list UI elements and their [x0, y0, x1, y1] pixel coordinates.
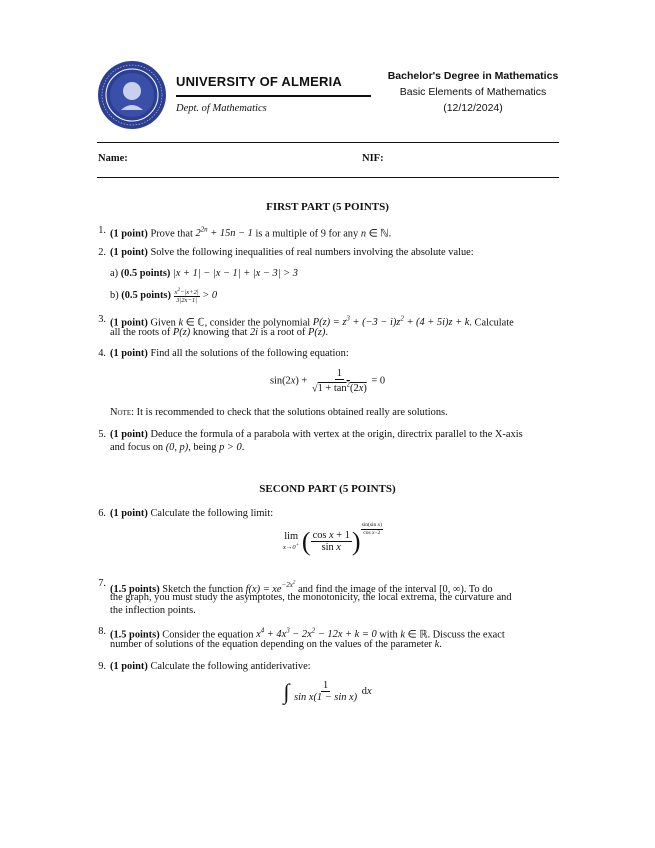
question-number: 5. [98, 429, 106, 440]
university-name: UNIVERSITY OF ALMERIA [176, 74, 342, 89]
question-number: 9. [98, 661, 106, 672]
question-points: (1 point) [110, 228, 148, 240]
math-expression: |x + 1| − |x − 1| + |x − 3| > 3 [172, 268, 298, 279]
name-box-top-rule [97, 142, 559, 143]
math-expression: $f(x) = xe^{-2x^2}$ [245, 581, 296, 595]
nif-label: NIF: [362, 153, 384, 164]
question-number: 7. [98, 578, 106, 589]
question-points: (1 point) [110, 661, 148, 672]
display-integral: ∫ $\frac{1}{\text{sin x(1 − sin x)}}$ dx [283, 679, 372, 704]
display-limit: lim x→0+ ( $\frac{\text{cos x + 1}}{\text{sin x}}$ ) $\frac{\text{sin(sin x)}}{\text{cos x−2}}$ [283, 522, 382, 556]
degree-title: Bachelor's Degree in Mathematics [387, 70, 559, 82]
question-number: 6. [98, 508, 106, 519]
question-number: 2. [98, 247, 106, 258]
math-expression: $x^4 + 4x^3 - 2x^2 - 12x + k = 0$ [256, 627, 377, 641]
question-number: 8. [98, 626, 106, 637]
name-label: Name: [98, 153, 128, 164]
question-points: (1.5 points) [110, 583, 160, 595]
math-fraction: $\frac{x^2-|x+2|}{3|2x-1|}$ [174, 287, 199, 305]
header-rule [176, 95, 371, 97]
math-expression: n [360, 228, 367, 240]
math-expression: $P(z) = z^3 + (-3 - i)z^2 + (4 + 5i)z + k$ [312, 315, 470, 329]
university-seal [97, 60, 167, 130]
subquestion-a: a) (0.5 points) |x + 1| − |x − 1| + |x − 3| > 3 [110, 268, 298, 279]
math-expression: $2^{2n} + 15n - 1$ [195, 226, 253, 240]
exam-date: (12/12/2024) [443, 102, 503, 114]
question-points: (1 point) [110, 348, 148, 359]
question-points: (1 point) [110, 508, 148, 519]
question-number: 1. [98, 225, 106, 236]
first-part-title: FIRST PART (5 POINTS) [266, 201, 389, 213]
name-box-bottom-rule [97, 177, 559, 178]
department-name: Dept. of Mathematics [176, 103, 267, 114]
question-points: (1 point) [110, 317, 148, 329]
question-points: (1 point) [110, 429, 148, 440]
subquestion-b: b) (0.5 points) $\frac{x^2-|x+2|}{3|2x-1|}$ > 0 [110, 287, 218, 305]
note: Note: It is recommended to check that the solutions obtained really are solutions. [110, 407, 448, 418]
question-number: 4. [98, 348, 106, 359]
course-title: Basic Elements of Mathematics [399, 86, 547, 98]
display-equation: sin(2x) + $\frac{1}{√1 + \tan^2(2x)}$ = 0 [269, 368, 386, 395]
second-part-title: SECOND PART (5 POINTS) [259, 483, 396, 495]
question-points: (1 point) [110, 247, 148, 258]
question-number: 3. [98, 314, 106, 325]
question-points: (1.5 points) [110, 629, 160, 641]
